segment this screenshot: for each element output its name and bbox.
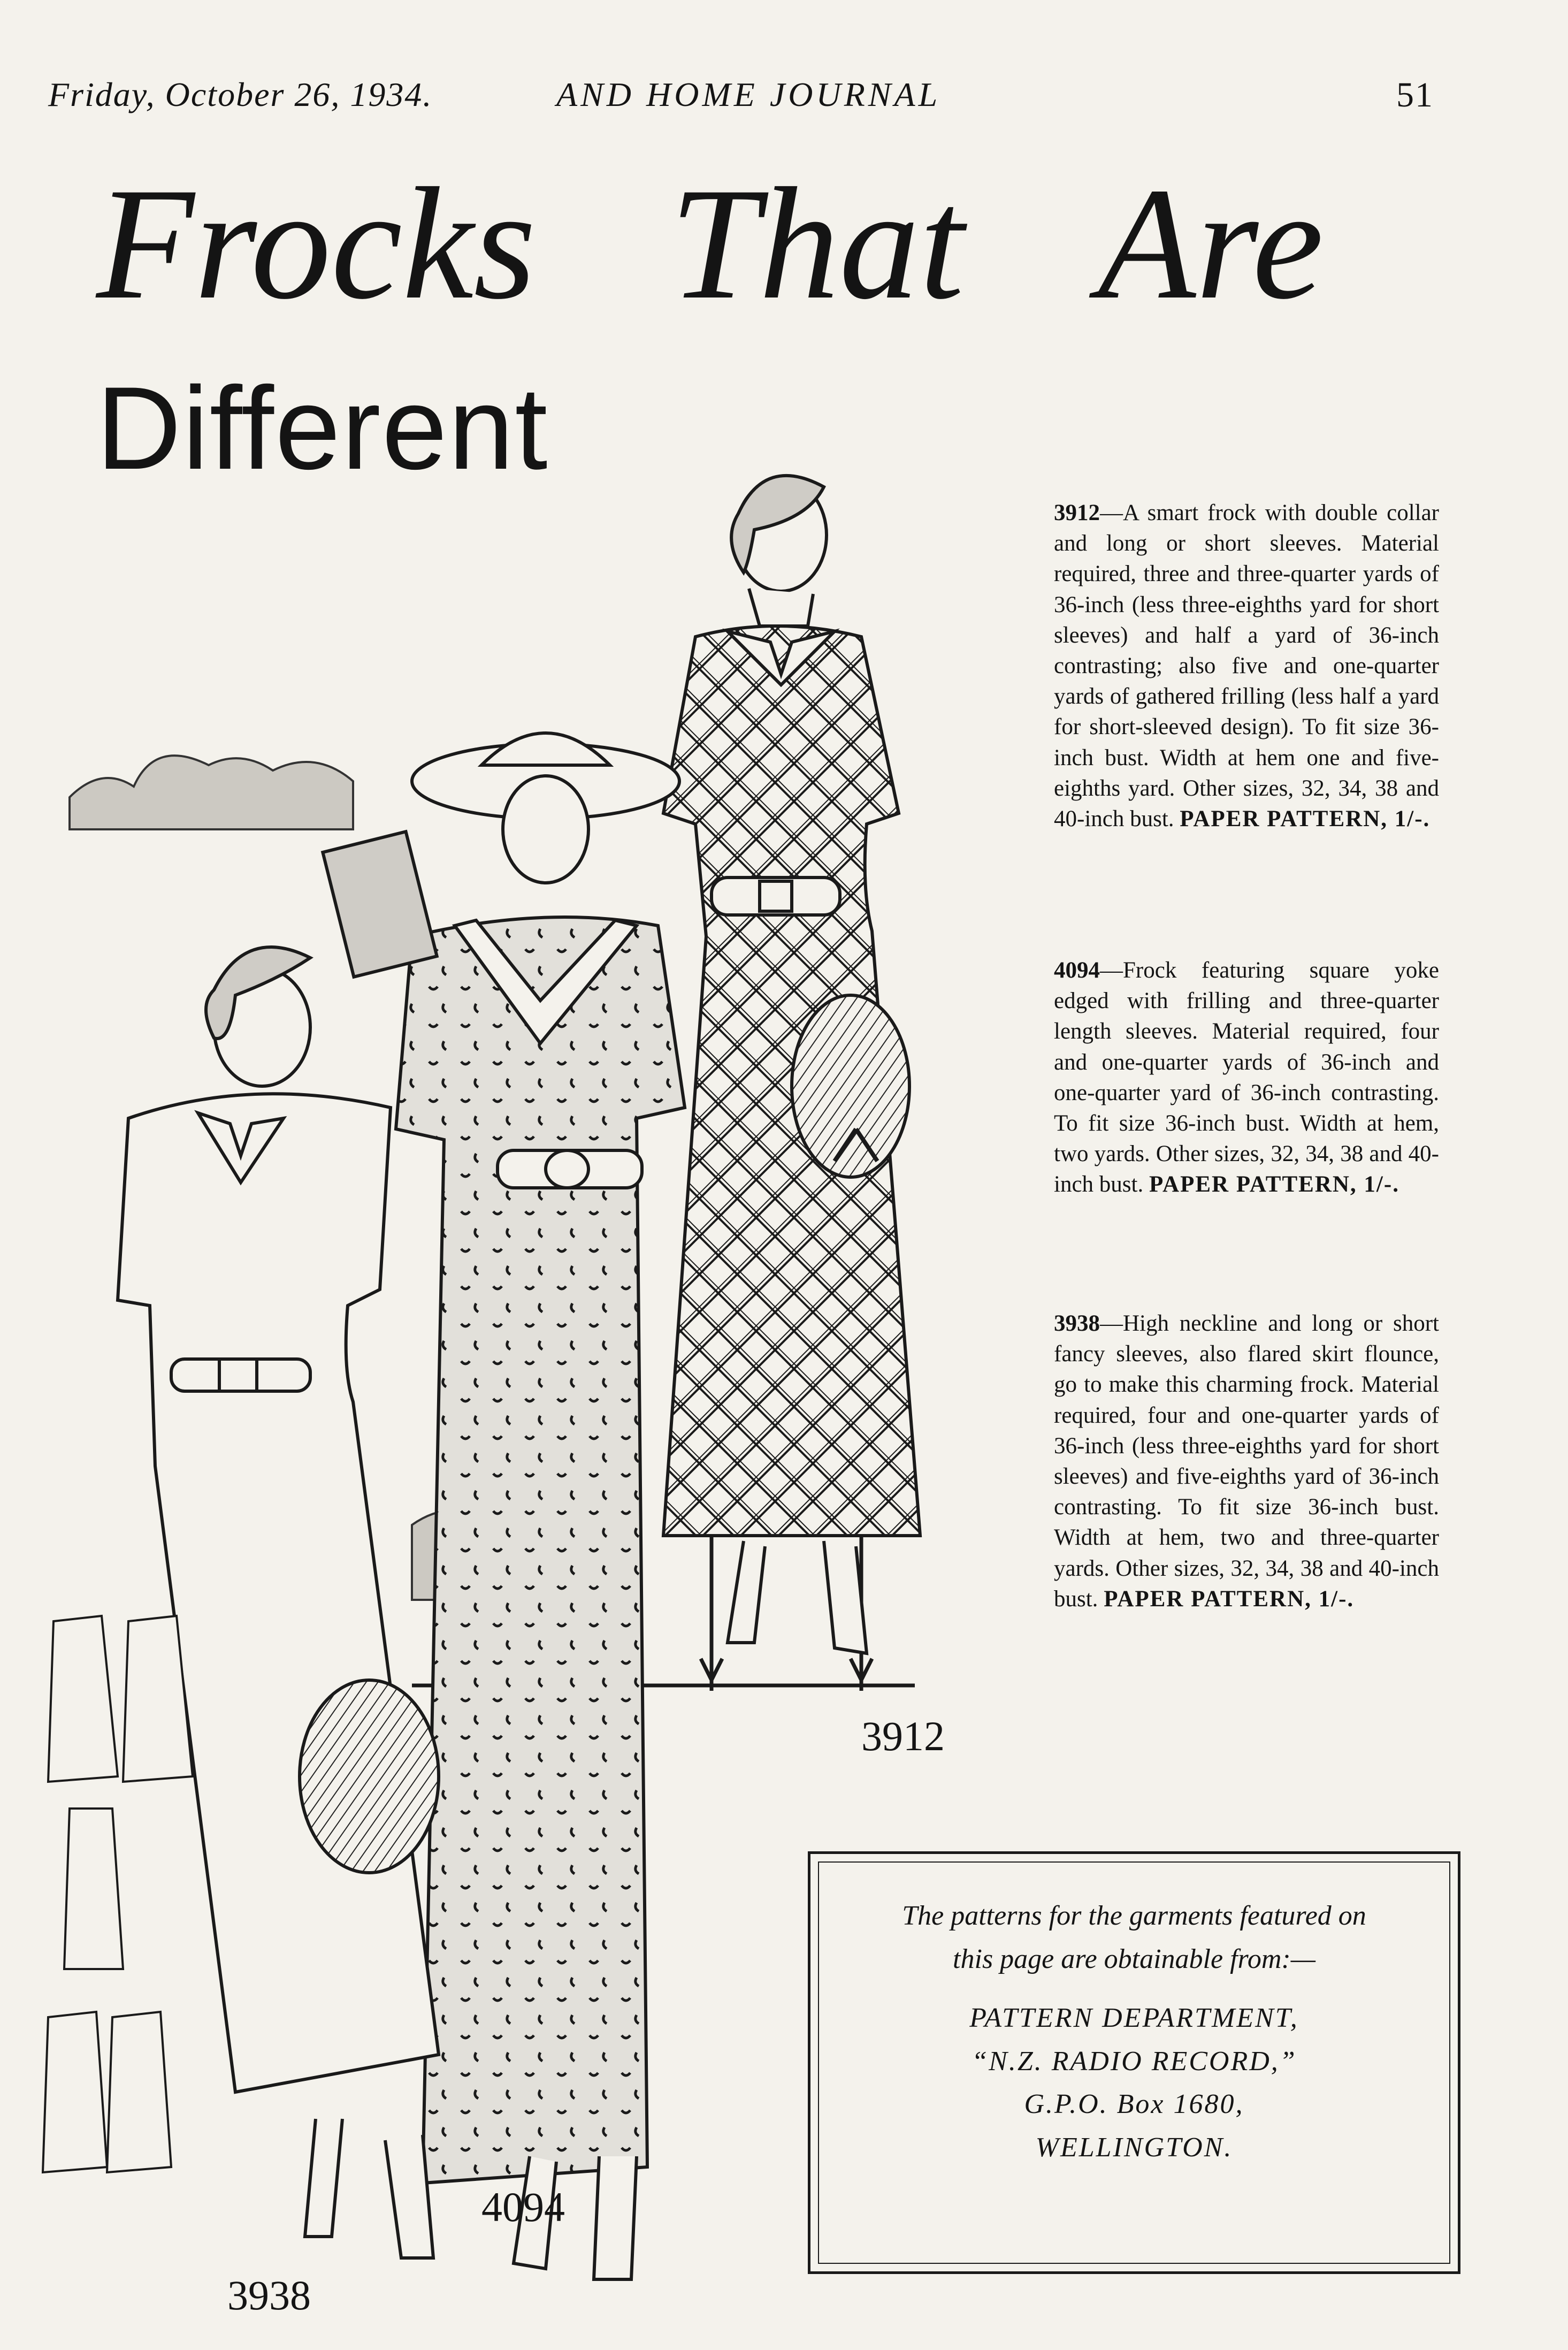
pattern-number: 4094: [1054, 958, 1100, 983]
pattern-number: 3938: [1054, 1311, 1100, 1336]
figure-3912: [663, 476, 920, 1653]
figure-label-3912: 3912: [861, 1713, 945, 1759]
pattern-text: —High neckline and long or short fancy sleeves, also flared skirt flounce, go to make this charming frock. Material required, four and one-quarter yards of 36-inch (less three-eighths yard for short sleeves) and five-eighths yard of 36-inch contrasting. To fit size 36-inch bust. Width at hem, two and three-quarter yards. Other sizes, 32, 34, 38 and 40-inch bust.: [1054, 1311, 1439, 1612]
headline-line-1: [96, 155, 1457, 332]
publication-name: AND HOME JOURNAL: [556, 75, 941, 113]
pattern-price: PAPER PATTERN, 1/-.: [1180, 806, 1431, 831]
figure-label-3938: 3938: [227, 2272, 311, 2318]
notice-text: [819, 1895, 1449, 2170]
pattern-text: —A smart frock with double collar and long or short sleeves. Material required, three and three-quarter yards of 36-inch (less three-eighths yard for short sleeves) and half a yard of 36-inch contrasting; also five and one-quarter yards of gathered frilling (less half a yard for short-sleeved design). To fit size 36-inch bust. Width at hem one and five-eighths yard. Other sizes, 32, 34, 38 and 40-inch bust.: [1054, 500, 1439, 831]
page-number: 51: [1396, 75, 1434, 115]
notice-publication: “N.Z. RADIO RECORD,”: [972, 2046, 1297, 2077]
ordering-notice-box: [808, 1851, 1460, 2274]
pattern-price: PAPER PATTERN, 1/-.: [1104, 1586, 1355, 1612]
pattern-number: 3912: [1054, 500, 1100, 525]
headline-word: Frocks: [96, 155, 536, 332]
notice-po-box: G.P.O. Box 1680,: [1024, 2089, 1244, 2120]
headline-word: That: [669, 155, 965, 332]
figure-label-4094: 4094: [481, 2184, 565, 2230]
pattern-text: —Frock featuring square yoke edged with frilling and three-quarter length sleeves. Material required, four and one-quarter yards of 36-inch and one-quarter yard of 36-inch contrasting. To fit size 36-inch bust. Width at hem, two yards. Other sizes, 32, 34, 38 and 40-inch bust.: [1054, 958, 1439, 1197]
headline-line-2: Different: [96, 362, 549, 494]
notice-line-2: this page are obtainable from:—: [953, 1943, 1315, 1974]
pattern-description-3912: [1054, 498, 1439, 834]
issue-date: Friday, October 26, 1934.: [48, 75, 433, 113]
pattern-price: PAPER PATTERN, 1/-.: [1149, 1172, 1399, 1197]
notice-city: WELLINGTON.: [1035, 2132, 1233, 2163]
pattern-description-4094: [1054, 955, 1439, 1200]
notice-line-1: The patterns for the garments featured on: [902, 1901, 1366, 1931]
figure-3938: [43, 947, 439, 2258]
headline-word: Are: [1098, 155, 1324, 332]
notice-department: PATTERN DEPARTMENT,: [969, 2003, 1299, 2034]
pattern-description-3938: [1054, 1308, 1439, 1614]
notice-inner-border: [818, 1861, 1450, 2264]
